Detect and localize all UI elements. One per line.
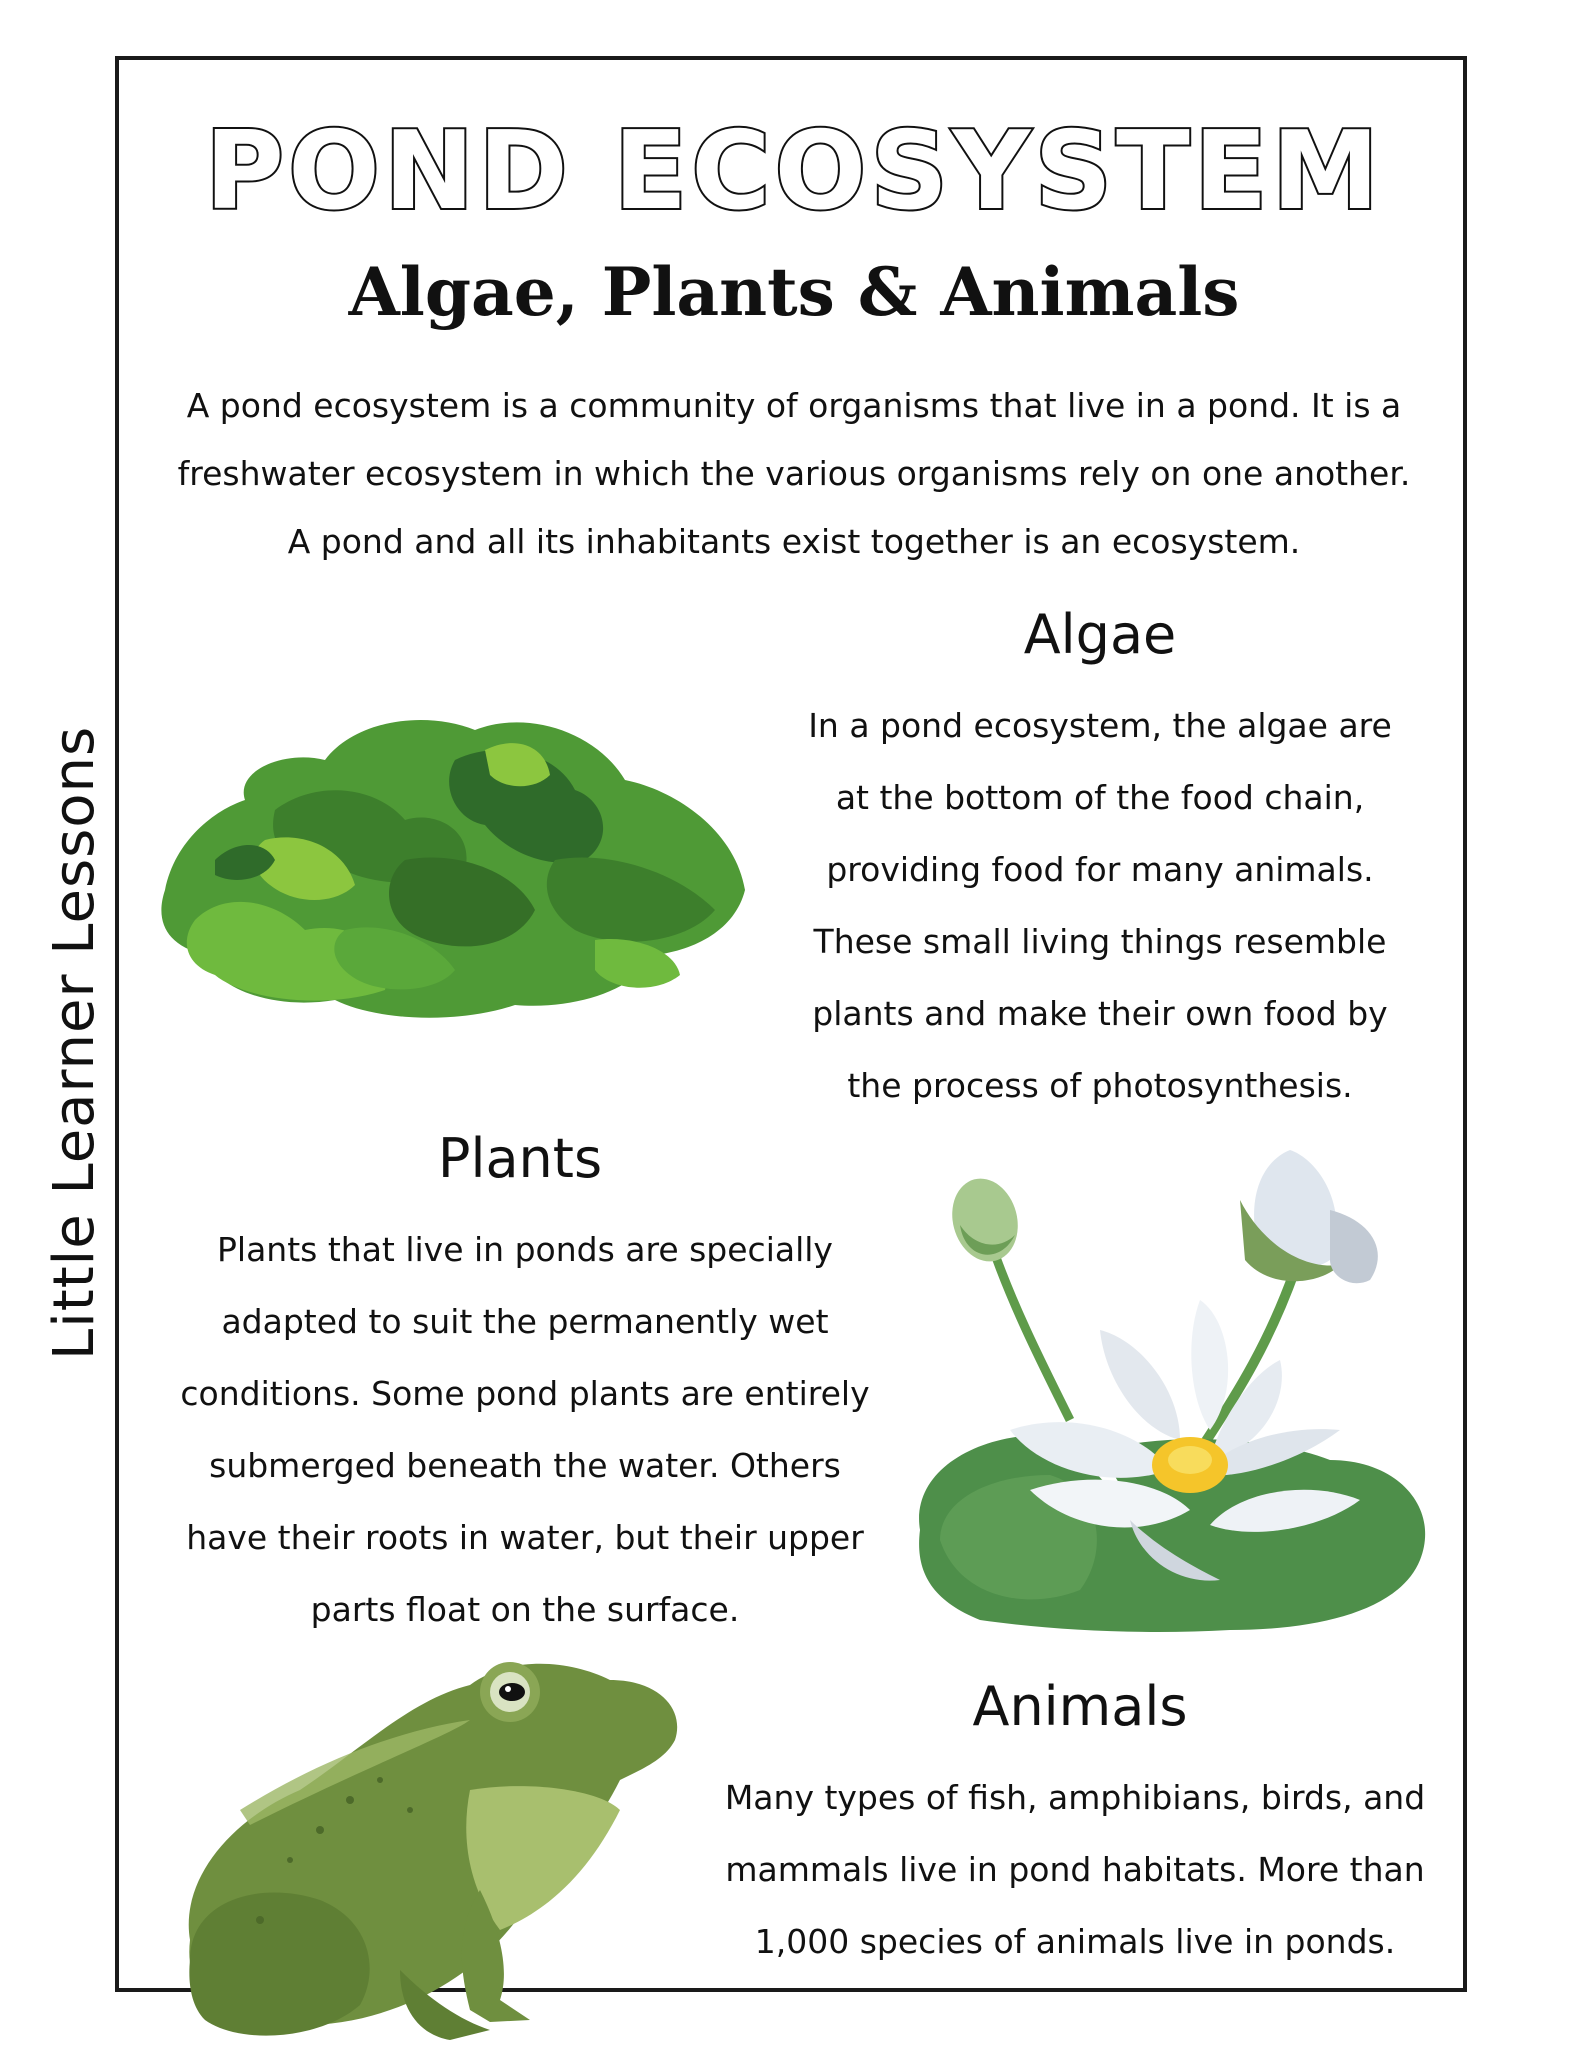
algae-heading: Algae xyxy=(1023,603,1177,666)
animals-line: 1,000 species of animals live in ponds. xyxy=(754,1922,1396,1961)
plants-paragraph xyxy=(145,1214,905,1646)
animals-heading: Animals xyxy=(972,1675,1188,1738)
intro-line: A pond ecosystem is a community of organisms that live in a pond. It is a xyxy=(186,386,1402,425)
intro-paragraph xyxy=(150,372,1438,576)
algae-line: providing food for many animals. xyxy=(826,850,1374,889)
plants-line: parts float on the surface. xyxy=(310,1590,740,1629)
plants-line: conditions. Some pond plants are entirely xyxy=(180,1374,870,1413)
intro-line: A pond and all its inhabitants exist together is an ecosystem. xyxy=(287,522,1301,561)
algae-line: the process of photosynthesis. xyxy=(847,1066,1353,1105)
animals-line: Many types of fish, amphibians, birds, and xyxy=(724,1778,1426,1817)
page-title: POND ECOSYSTEM xyxy=(204,109,1384,234)
algae-line: These small living things resemble xyxy=(813,922,1387,961)
page-subtitle: Algae, Plants & Animals xyxy=(348,253,1240,331)
side-brand-label: Little Learner Lessons xyxy=(42,725,107,1360)
plants-heading: Plants xyxy=(437,1127,603,1190)
algae-paragraph xyxy=(770,690,1430,1122)
intro-line: freshwater ecosystem in which the various organisms rely on one another. xyxy=(177,454,1411,493)
algae-line: at the bottom of the food chain, xyxy=(835,778,1365,817)
algae-illustration-icon xyxy=(155,690,755,1030)
algae-line: In a pond ecosystem, the algae are xyxy=(808,706,1392,745)
plants-line: have their roots in water, but their upper xyxy=(186,1518,864,1557)
animals-line: mammals live in pond habitats. More than xyxy=(725,1850,1425,1889)
plants-line: adapted to suit the permanently wet xyxy=(221,1302,829,1341)
animals-paragraph xyxy=(690,1762,1460,1978)
plants-line: Plants that live in ponds are specially xyxy=(217,1230,833,1269)
water-lily-illustration-icon xyxy=(900,1130,1440,1640)
frog-illustration-icon xyxy=(170,1640,690,2050)
algae-line: plants and make their own food by xyxy=(812,994,1388,1033)
plants-line: submerged beneath the water. Others xyxy=(209,1446,841,1485)
